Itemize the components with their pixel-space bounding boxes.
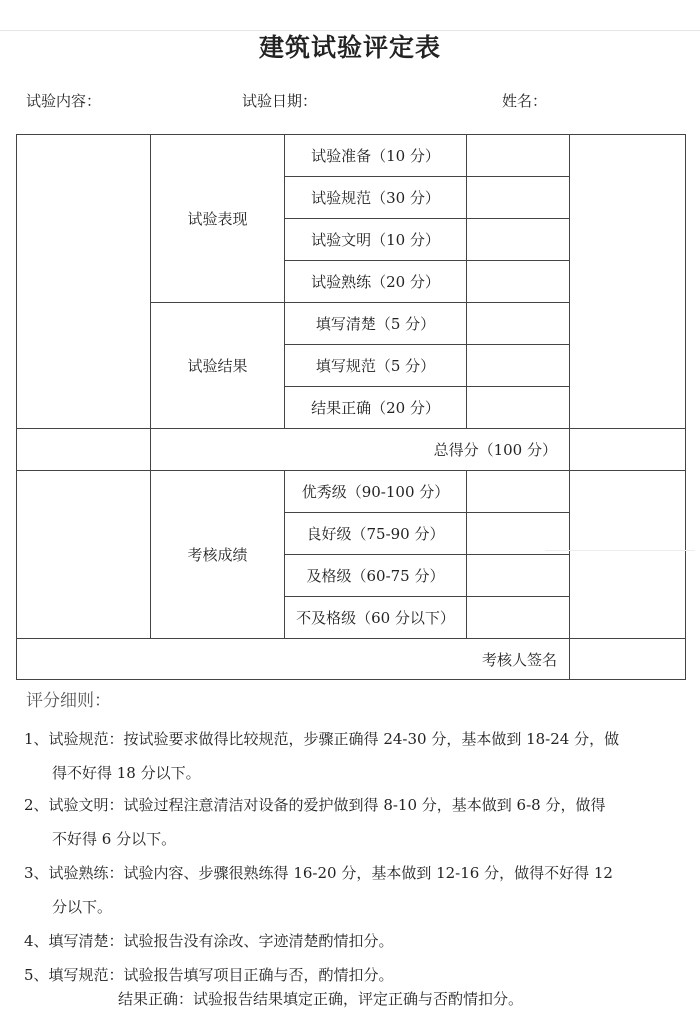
grade-pass: 及格级（60-75 分） xyxy=(285,555,467,597)
evaluation-table xyxy=(16,134,686,680)
name-label: 姓名： xyxy=(502,92,548,110)
criterion-format: 填写规范（5 分） xyxy=(285,345,467,387)
score-cell[interactable] xyxy=(467,177,570,219)
grade-mark-cell[interactable] xyxy=(467,471,570,513)
page-title: 建筑试验评定表 xyxy=(258,33,441,62)
total-score-cell[interactable] xyxy=(570,429,686,471)
rule-line: 3、试验熟练：试验内容、步骤很熟练得 16-20 分，基本做到 12-16 分，做得不好得 12 xyxy=(24,864,613,882)
test-content-label: 试验内容： xyxy=(26,92,102,110)
rule-item xyxy=(24,722,684,790)
faint-mark xyxy=(545,550,695,551)
table-row xyxy=(17,471,686,513)
rule-line: 4、填写清楚：试验报告没有涂改、字迹清楚酌情扣分。 xyxy=(24,932,394,950)
grade-excellent: 优秀级（90-100 分） xyxy=(285,471,467,513)
grade-mark-cell[interactable] xyxy=(467,513,570,555)
criterion-correctness: 结果正确（20 分） xyxy=(285,387,467,429)
grade-good: 良好级（75-90 分） xyxy=(285,513,467,555)
rule-item xyxy=(24,788,684,856)
performance-category: 试验表现 xyxy=(151,135,285,303)
scoring-rules-title: 评分细则： xyxy=(26,691,111,711)
section-blank-cell xyxy=(17,135,151,429)
section-score-cell[interactable] xyxy=(570,135,686,429)
rule-note: 结果正确：试验报告结果填定正确，评定正确与否酌情扣分。 xyxy=(118,990,524,1008)
total-blank-cell xyxy=(17,429,151,471)
rule-line-continued: 得不好得 18 分以下。 xyxy=(52,764,201,782)
score-cell[interactable] xyxy=(467,135,570,177)
rule-line-continued: 不好得 6 分以下。 xyxy=(52,830,177,848)
criterion-proficiency: 试验熟练（20 分） xyxy=(285,261,467,303)
rule-line: 5、填写规范：试验报告填写项目正确与否，酌情扣分。 xyxy=(24,966,394,984)
grade-mark-cell[interactable] xyxy=(467,555,570,597)
criterion-prep: 试验准备（10 分） xyxy=(285,135,467,177)
result-category: 试验结果 xyxy=(151,303,285,429)
score-cell[interactable] xyxy=(467,219,570,261)
criterion-clarity: 填写清楚（5 分） xyxy=(285,303,467,345)
rule-line-continued: 分以下。 xyxy=(52,898,113,916)
grade-mark-cell[interactable] xyxy=(467,597,570,639)
examiner-signature-cell[interactable] xyxy=(570,639,686,680)
rule-item xyxy=(24,924,684,958)
table-row xyxy=(17,135,686,177)
score-cell[interactable] xyxy=(467,345,570,387)
grade-score-cell[interactable] xyxy=(570,471,686,639)
score-cell[interactable] xyxy=(467,387,570,429)
rule-item xyxy=(24,856,684,924)
rule-line: 2、试验文明：试验过程注意清洁对设备的爱护做到得 8-10 分，基本做到 6-8 分，做得 xyxy=(24,796,606,814)
rule-item xyxy=(24,958,684,992)
table-row xyxy=(17,429,686,471)
criterion-civility: 试验文明（10 分） xyxy=(285,219,467,261)
test-date-label: 试验日期： xyxy=(242,92,318,110)
grade-blank-cell xyxy=(17,471,151,639)
table-row xyxy=(17,639,686,680)
score-cell[interactable] xyxy=(467,261,570,303)
examiner-signature-label: 考核人签名 xyxy=(17,639,570,680)
grade-category: 考核成绩 xyxy=(151,471,285,639)
grade-fail: 不及格级（60 分以下） xyxy=(285,597,467,639)
total-score-label: 总得分（100 分） xyxy=(151,429,570,471)
criterion-standard: 试验规范（30 分） xyxy=(285,177,467,219)
score-cell[interactable] xyxy=(467,303,570,345)
rule-line: 1、试验规范：按试验要求做得比较规范，步骤正确得 24-30 分，基本做到 18-24 分，做 xyxy=(24,730,620,748)
